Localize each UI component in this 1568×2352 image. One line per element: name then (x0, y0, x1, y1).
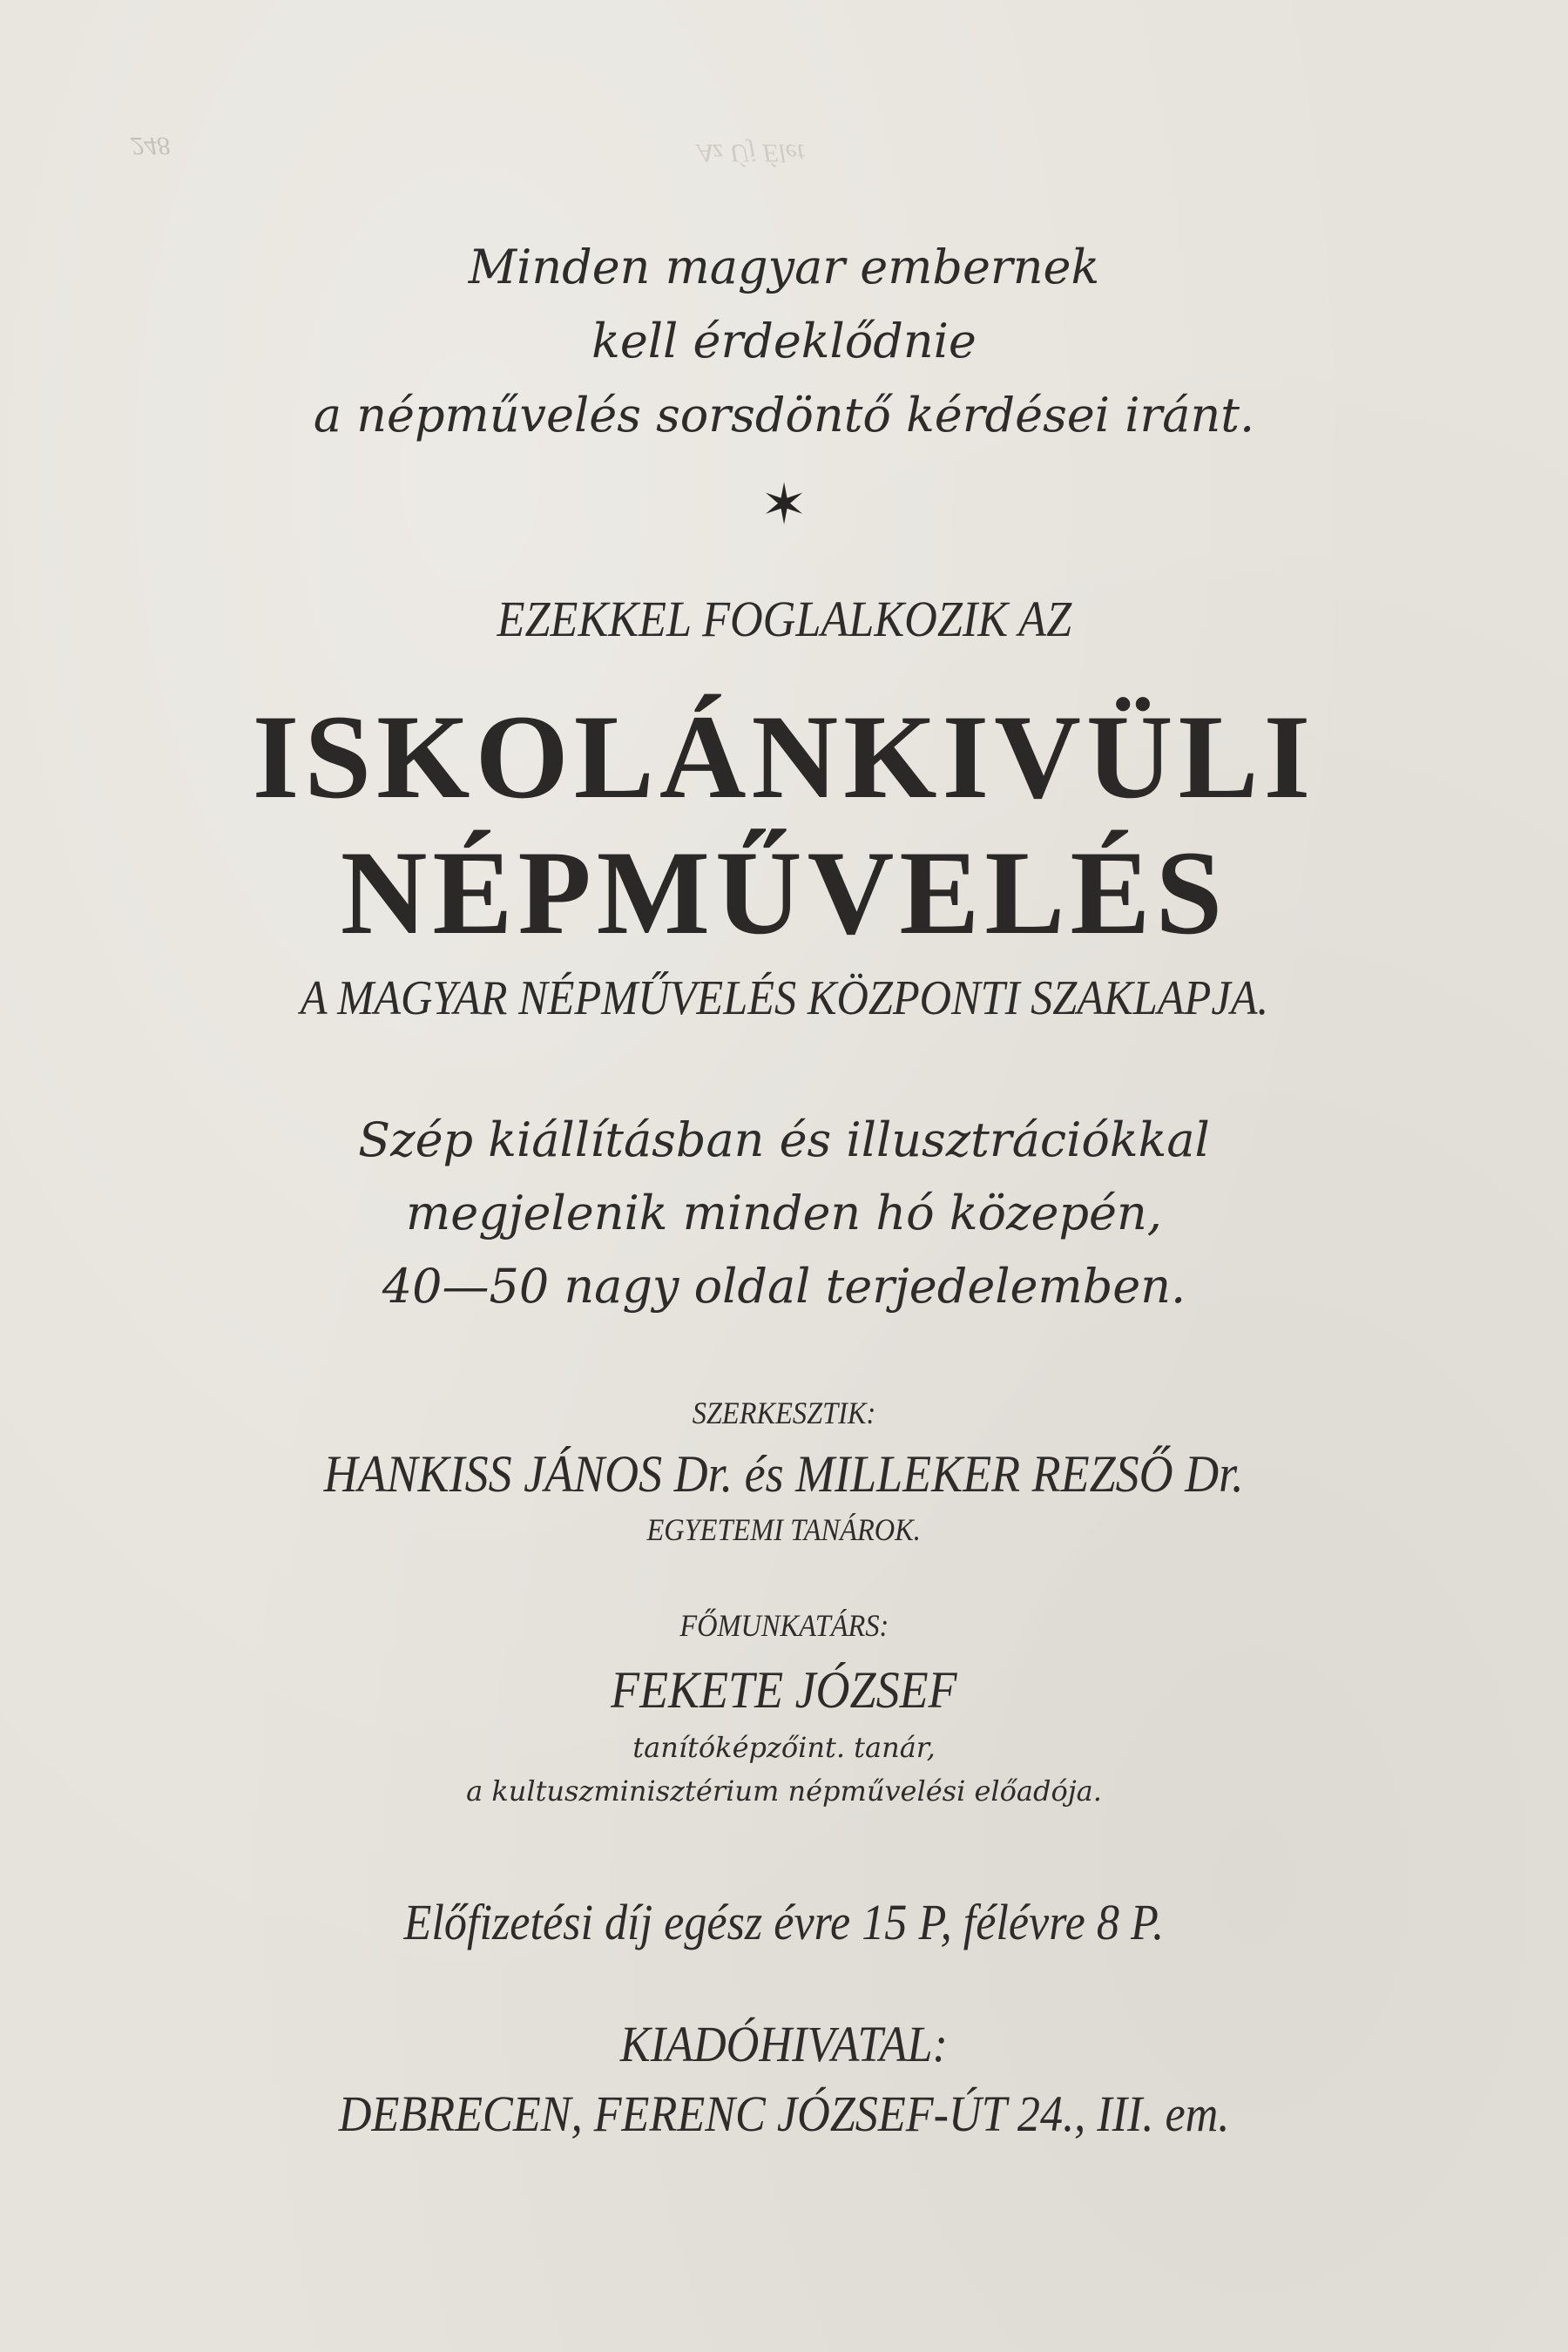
collaborator-role-2: a kultuszminisztérium népművelési előadója. (466, 1774, 1102, 1808)
editors-names: HANKISS JÁNOS Dr. és MILLEKER REZSŐ Dr. (323, 1445, 1245, 1503)
collaborator-name: FEKETE JÓZSEF (611, 1661, 957, 1719)
subtitle: A MAGYAR NÉPMŰVELÉS KÖZPONTI SZAKLAPJA. (300, 971, 1268, 1025)
collaborator-label: FŐMUNKATÁRS: (679, 1608, 889, 1643)
editors-label: SZERKESZTIK: (692, 1396, 876, 1430)
bleed-through-header: Az Új Élet (697, 139, 805, 167)
intro-line-3: a népművelés sorsdöntő kérdései iránt. (313, 388, 1255, 443)
collaborator-role-1: tanítóképzőint. tanár, (632, 1731, 936, 1764)
office-address: DEBRECEN, FERENC JÓZSEF-ÚT 24., III. em. (338, 2085, 1230, 2142)
intro-line-1: Minden magyar embernek (468, 240, 1100, 294)
title-line-1: ISKOLÁNKIVÜLI (252, 690, 1316, 823)
title-line-2: NÉPMŰVELÉS (340, 826, 1228, 959)
description-line-3: 40—50 nagy oldal terjedelemben. (382, 1259, 1186, 1314)
description-line-1: Szép kiállításban és illusztrációkkal (358, 1112, 1210, 1167)
editors-title: EGYETEMI TANÁROK. (646, 1512, 922, 1547)
intro-line-2: kell érdeklődnie (591, 314, 977, 368)
description-line-2: megjelenik minden hó közepén, (406, 1186, 1162, 1240)
bleed-through-page-number: 248 (131, 132, 170, 160)
office-label: KIADÓHIVATAL: (619, 2016, 948, 2072)
star-ornament-icon: ✶ (760, 474, 808, 536)
subscription-price: Előfizetési díj egész évre 15 P, félévre 8 P. (403, 1894, 1165, 1950)
lead-line: EZEKKEL FOGLALKOZIK AZ (497, 591, 1071, 647)
